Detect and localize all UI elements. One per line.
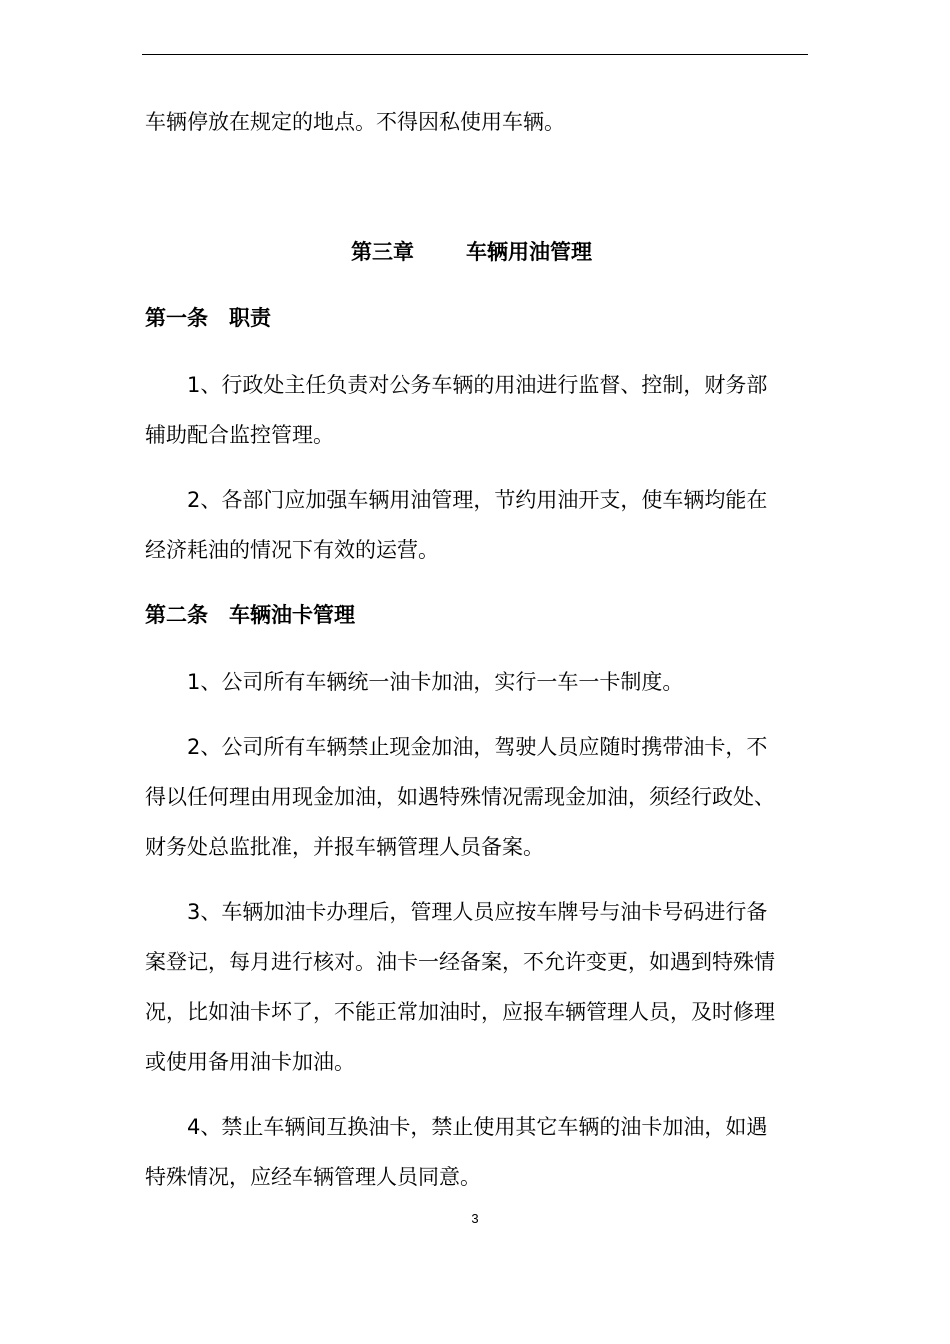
continuation-text: 车辆停放在规定的地点。不得因私使用车辆。 [145,110,565,134]
article-1-para-2-line-2: 经济耗油的情况下有效的运营。 [145,538,439,562]
article-1-para-2-line-1: 2、各部门应加强车辆用油管理，节约用油开支，使车辆均能在 [187,488,768,512]
article-2-para-3-line-2: 案登记，每月进行核对。油卡一经备案，不允许变更，如遇到特殊情 [145,950,775,974]
article-2-para-2-line-3: 财务处总监批准，并报车辆管理人员备案。 [145,835,544,859]
article-2-para-3-line-4: 或使用备用油卡加油。 [145,1050,355,1074]
article-2-heading: 第二条 车辆油卡管理 [145,603,355,627]
article-2-para-4-line-1: 4、禁止车辆间互换油卡，禁止使用其它车辆的油卡加油，如遇 [187,1115,768,1139]
article-2-para-4-line-2: 特殊情况，应经车辆管理人员同意。 [145,1165,481,1189]
chapter-number: 第三章 [351,240,414,264]
article-2-para-1-line-1: 1、公司所有车辆统一油卡加油，实行一车一卡制度。 [187,670,684,694]
article-2-para-2-line-2: 得以任何理由用现金加油，如遇特殊情况需现金加油，须经行政处、 [145,785,775,809]
article-1-heading: 第一条 职责 [145,306,271,330]
header-rule [142,54,808,55]
chapter-title: 车辆用油管理 [466,240,592,264]
page-number: 3 [471,1211,479,1226]
article-1-para-1-line-2: 辅助配合监控管理。 [145,423,334,447]
article-2-para-3-line-1: 3、车辆加油卡办理后，管理人员应按车牌号与油卡号码进行备 [187,900,768,924]
article-2-para-2-line-1: 2、公司所有车辆禁止现金加油，驾驶人员应随时携带油卡，不 [187,735,768,759]
article-2-para-3-line-3: 况，比如油卡坏了，不能正常加油时，应报车辆管理人员，及时修理 [145,1000,775,1024]
article-1-para-1-line-1: 1、行政处主任负责对公务车辆的用油进行监督、控制，财务部 [187,373,768,397]
